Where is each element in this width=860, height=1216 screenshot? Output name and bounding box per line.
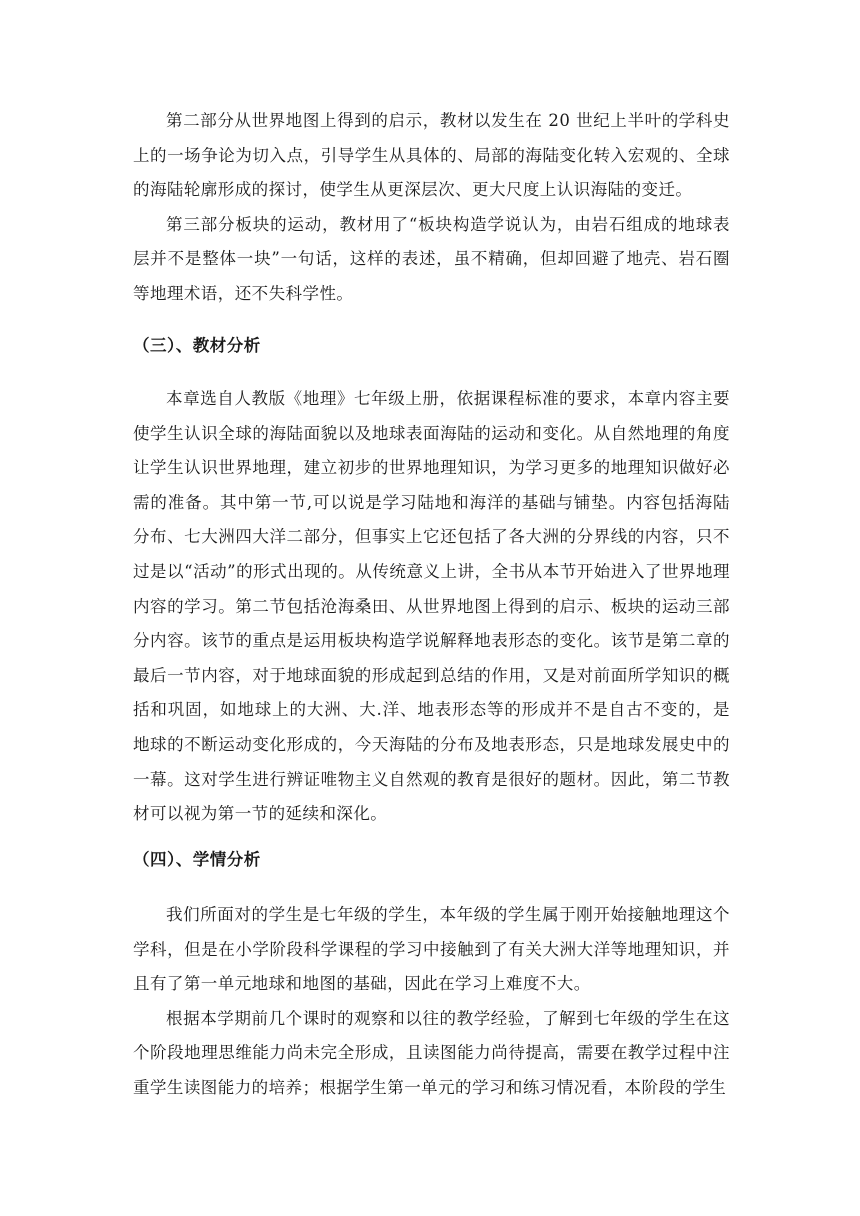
section-textbook-analysis-body <box>133 382 730 832</box>
section-heading-textbook-analysis: （三）、教材分析 <box>133 336 261 355</box>
section-student-analysis-body <box>133 898 730 1106</box>
intro-paragraphs <box>133 104 730 312</box>
paragraph-student-ability: 根据本学期前几个课时的观察和以往的教学经验，了解到七年级的学生在这个阶段地理思维能力尚未完全形成，且读图能力尚待提高，需要在教学过程中注重学生读图能力的培养；根据学生第一单元的学习和练习情况看，本阶段的学生 <box>133 1008 730 1097</box>
paragraph-textbook-analysis: 本章选自人教版《地理》七年级上册，依据课程标准的要求，本章内容主要使学生认识全球的海陆面貌以及地球表面海陆的运动和变化。从自然地理的角度让学生认识世界地理，建立初步的世界地理知识，为学习更多的地理知识做好必需的准备。其中第一节,可以说是学习陆地和海洋的基础与铺垫。内容包括海陆分布、七大洲四大洋二部分，但事实上它还包括了各大洲的分界线的内容，只不过是以“活动”的形式出现的。从传统意义上讲，全书从本节开始进入了世界地理内容的学习。第二节包括沧海桑田、从世界地图上得到的启示、板块的运动三部分内容。该节的重点是运用板块构造学说解释地表形态的变化。该节是第二章的最后一节内容，对于地球面貌的形成起到总结的作用，又是对前面所学知识的概括和巩固，如地球上的大洲、大.洋、地表形态等的形成并不是自古不变的，是地球的不断运动变化形成的，今天海陆的分布及地表形态，只是地球发展史中的一幕。这对学生进行辨证唯物主义自然观的教育是很好的题材。因此，第二节教材可以视为第一节的延续和深化。 <box>133 389 730 824</box>
paragraph-part-two: 第二部分从世界地图上得到的启示，教材以发生在 20 世纪上半叶的学科史上的一场争论为切入点，引导学生从具体的、局部的海陆变化转入宏观的、全球的海陆轮廓形成的探讨，使学生从更深层次、更大尺度上认识海陆的变迁。 <box>133 111 730 200</box>
paragraph-student-background: 我们所面对的学生是七年级的学生，本年级的学生属于刚开始接触地理这个学科，但是在小学阶段科学课程的学习中接触到了有关大洲大洋等地理知识，并且有了第一单元地球和地图的基础，因此在学习上难度不大。 <box>133 905 730 994</box>
section-heading-student-analysis: （四）、学情分析 <box>133 850 261 869</box>
paragraph-part-three: 第三部分板块的运动，教材用了“板块构造学说认为，由岩石组成的地球表层并不是整体一块”一句话，这样的表述，虽不精确，但却回避了地壳、岩石圈等地理术语，还不失科学性。 <box>133 214 730 303</box>
